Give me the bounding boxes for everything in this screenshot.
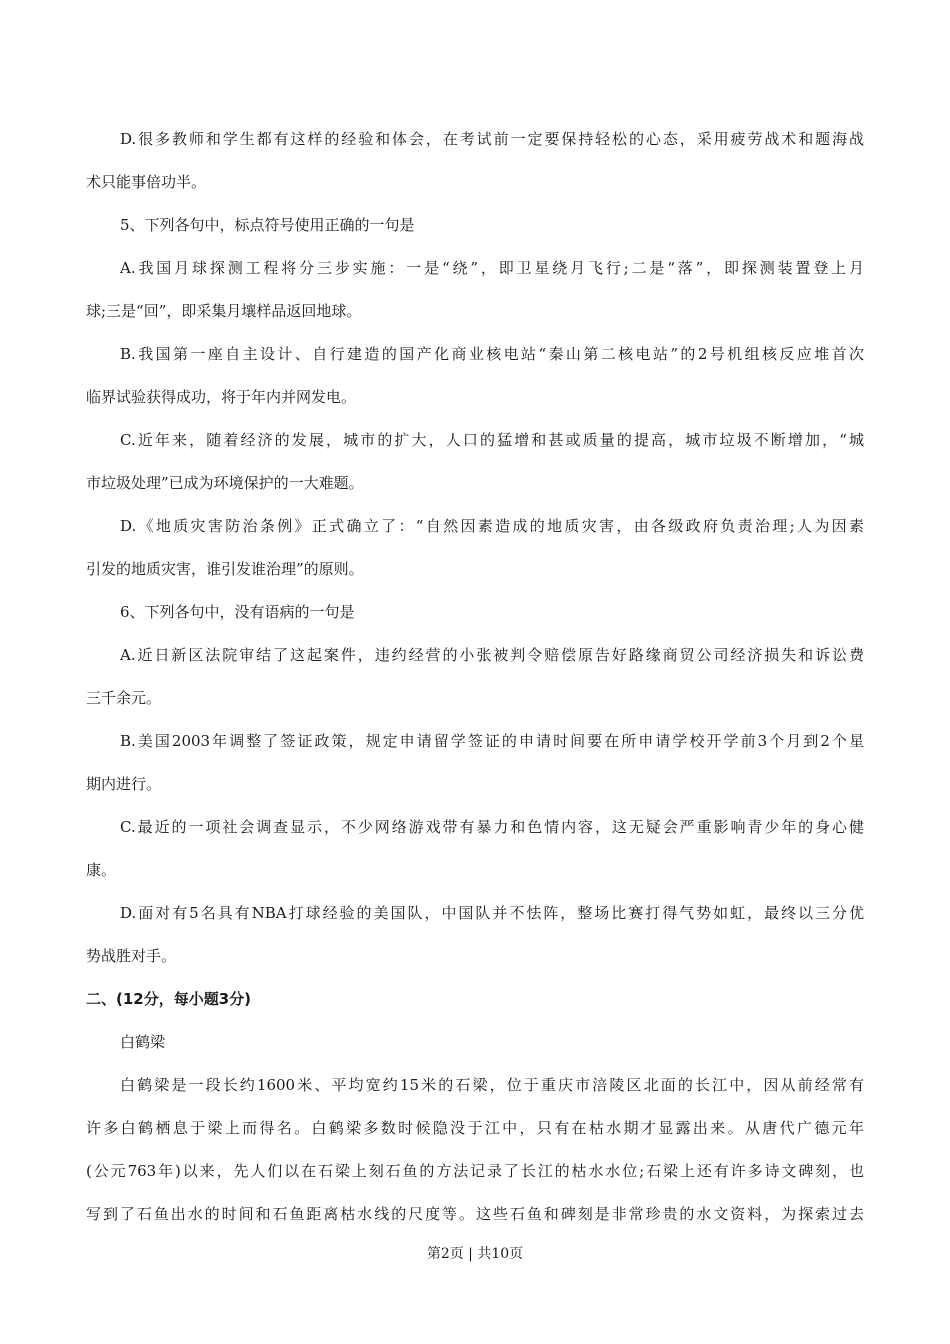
question-6-option-a-line-2: 三千余元。 (86, 689, 162, 707)
question-6-option-b-line-1: B.美国2003年调整了签证政策，规定申请留学签证的申请时间要在所申请学校开学前3个月到2个星 (120, 732, 864, 750)
question-4-option-d-line-2: 术只能事倍功半。 (86, 173, 207, 191)
question-5-option-d-line-2: 引发的地质灾害，谁引发谁治理”的原则。 (86, 560, 364, 578)
question-5-option-c-line-1: C.近年来，随着经济的发展，城市的扩大，人口的猛增和甚或质量的提高，城市垃圾不断增加，“城 (120, 431, 864, 449)
question-5-option-b-line-1: B.我国第一座自主设计、自行建造的国产化商业核电站“秦山第二核电站”的2号机组核反应堆首次 (120, 345, 864, 363)
question-6-option-a-line-1: A.近日新区法院审结了这起案件，违约经营的小张被判令赔偿原告好路缘商贸公司经济损失和诉讼费 (120, 646, 864, 664)
document-page (86, 118, 864, 1236)
question-6-option-d-line-1: D.面对有5名具有NBA打球经验的美国队，中国队并不怯阵，整场比赛打得气势如虹，最终以三分优 (120, 904, 864, 922)
passage-title: 白鹤梁 (120, 1033, 166, 1051)
passage-line-3: (公元763年)以来，先人们以在石梁上刻石鱼的方法记录了长江的枯水水位;石梁上还有许多诗文碑刻，也 (86, 1162, 864, 1180)
passage-line-1: 白鹤梁是一段长约1600米、平均宽约15米的石梁，位于重庆市涪陵区北面的长江中，因从前经常有 (120, 1076, 864, 1094)
section-2-heading: 二、(12分，每小题3分) (86, 990, 252, 1008)
passage-line-2: 许多白鹤栖息于梁上而得名。白鹤梁多数时候隐没于江中，只有在枯水期才显露出来。从唐代广德元年 (86, 1119, 864, 1137)
question-5-option-d-line-1: D.《地质灾害防治条例》正式确立了：“自然因素造成的地质灾害，由各级政府负责治理;人为因素 (120, 517, 864, 535)
page-footer: 第2页 | 共10页 (426, 1246, 524, 1262)
question-4-option-d-line-1: D.很多教师和学生都有这样的经验和体会，在考试前一定要保持轻松的心态，采用疲劳战术和题海战 (120, 130, 864, 148)
question-5-stem: 5、下列各句中，标点符号使用正确的一句是 (120, 216, 415, 234)
question-6-option-d-line-2: 势战胜对手。 (86, 947, 177, 965)
question-5-option-b-line-2: 临界试验获得成功，将于年内并网发电。 (86, 388, 357, 406)
question-6-stem: 6、下列各句中，没有语病的一句是 (120, 603, 355, 621)
question-5-option-c-line-2: 市垃圾处理”已成为环境保护的一大难题。 (86, 474, 364, 492)
question-5-option-a-line-1: A.我国月球探测工程将分三步实施：一是“绕”，即卫星绕月飞行;二是“落”，即探测装置登上月 (120, 259, 864, 277)
question-6-option-c-line-1: C.最近的一项社会调查显示，不少网络游戏带有暴力和色情内容，这无疑会严重影响青少年的身心健 (120, 818, 864, 836)
passage-line-4: 写到了石鱼出水的时间和石鱼距离枯水线的尺度等。这些石鱼和碑刻是非常珍贵的水文资料，为探索过去 (86, 1205, 864, 1223)
question-6-option-c-line-2: 康。 (86, 861, 117, 879)
question-5-option-a-line-2: 球;三是“回”，即采集月壤样品返回地球。 (86, 302, 362, 320)
question-6-option-b-line-2: 期内进行。 (86, 775, 162, 793)
